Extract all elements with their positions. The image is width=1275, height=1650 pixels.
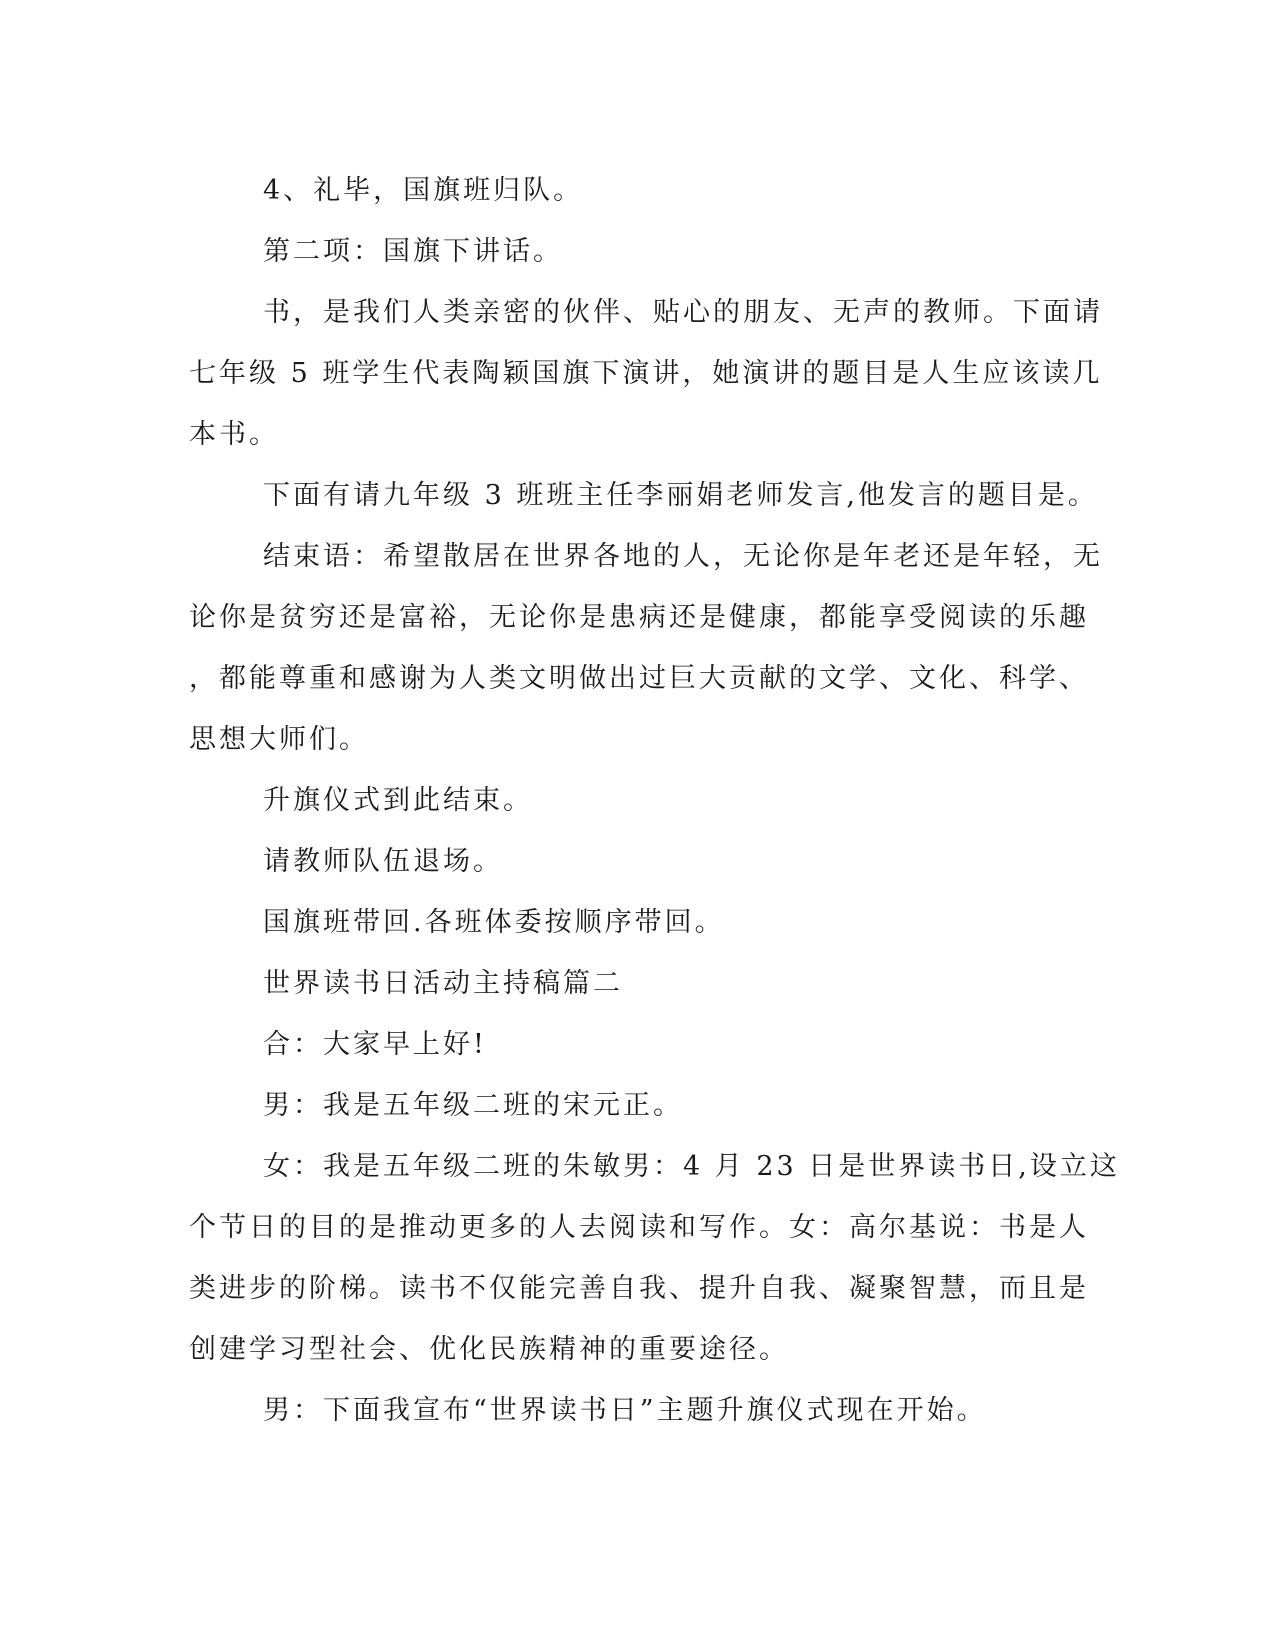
text-line: 世界读书日活动主持稿篇二 (263, 968, 623, 999)
text-line: 女：我是五年级二班的朱敏男：4 月 23 日是世界读书日,设立这 (263, 1151, 1120, 1182)
paragraph-teacher-speech (189, 465, 1098, 526)
paragraph-teachers-exit (189, 831, 1089, 892)
text-line: 论你是贫穷还是富裕，无论你是患病还是健康，都能享受阅读的乐趣 (189, 602, 1089, 633)
text-line: 4、礼毕，国旗班归队。 (263, 175, 584, 206)
paragraph-ceremony-end (189, 770, 1089, 831)
paragraph-ceremony-step (189, 160, 1089, 221)
paragraph-flag-team-return (189, 892, 1089, 953)
paragraph-section-heading (189, 953, 1089, 1014)
text-line: ，都能尊重和感谢为人类文明做出过巨大贡献的文学、文化、科学、 (189, 663, 1089, 694)
paragraph-closing (189, 526, 1103, 770)
text-line: 结束语：希望散居在世界各地的人，无论你是年老还是年轻，无 (263, 541, 1103, 572)
text-line: 书，是我们人类亲密的伙伴、贴心的朋友、无声的教师。下面请 (263, 297, 1103, 328)
paragraph-section-two (189, 221, 1089, 282)
text-line: 思想大师们。 (189, 724, 369, 755)
text-line: 第二项：国旗下讲话。 (263, 236, 563, 267)
text-line: 升旗仪式到此结束。 (263, 785, 533, 816)
text-line: 下面有请九年级 3 班班主任李丽娟老师发言,他发言的题目是。 (263, 480, 1098, 511)
text-line: 请教师队伍退场。 (263, 846, 503, 877)
paragraph-book-intro (189, 282, 1103, 465)
paragraph-male-host (189, 1075, 1089, 1136)
text-line: 类进步的阶梯。读书不仅能完善自我、提升自我、凝聚智慧，而且是 (189, 1273, 1089, 1304)
text-line: 国旗班带回.各班体委按顺序带回。 (263, 907, 725, 938)
paragraph-announcement (189, 1380, 1089, 1441)
paragraph-female-host (189, 1136, 1120, 1380)
paragraph-greeting (189, 1014, 1089, 1075)
document-body (189, 160, 1120, 1441)
text-line: 七年级 5 班学生代表陶颖国旗下演讲，她演讲的题目是人生应该读几 (189, 358, 1103, 389)
text-line: 男：下面我宣布“世界读书日”主题升旗仪式现在开始。 (263, 1395, 987, 1426)
text-line: 个节日的目的是推动更多的人去阅读和写作。女：高尔基说：书是人 (189, 1212, 1089, 1243)
text-line: 合：大家早上好! (263, 1029, 487, 1060)
text-line: 创建学习型社会、优化民族精神的重要途径。 (189, 1334, 789, 1365)
text-line: 男：我是五年级二班的宋元正。 (263, 1090, 683, 1121)
text-line: 本书。 (189, 419, 279, 450)
